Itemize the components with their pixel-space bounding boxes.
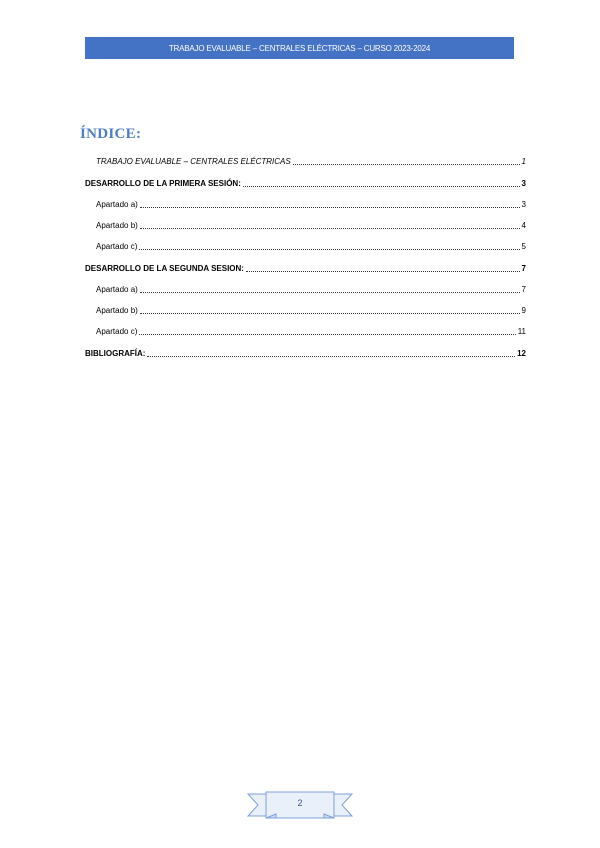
- toc-entry-segunda-sesion[interactable]: DESARROLLO DE LA SEGUNDA SESION: 7: [85, 264, 526, 273]
- toc-entry-bibliografia[interactable]: BIBLIOGRAFÍA: 12: [85, 349, 526, 358]
- dot-leader: [140, 284, 520, 293]
- toc-entry-segunda-apartado-b[interactable]: Apartado b) 9: [96, 306, 526, 315]
- page-header-banner: [85, 37, 514, 59]
- toc-heading: ÍNDICE:: [80, 126, 142, 142]
- dot-leader: [246, 263, 520, 272]
- toc-entry-segunda-apartado-a[interactable]: Apartado a) 7: [96, 285, 526, 294]
- toc-entry-segunda-apartado-c[interactable]: Apartado c) 11: [96, 327, 526, 336]
- dot-leader: [293, 156, 520, 165]
- dot-leader: [139, 241, 519, 250]
- header-title: TRABAJO EVALUABLE – CENTRALES ELÉCTRICAS – CURSO 2023-2024: [168, 43, 431, 53]
- dot-leader: [139, 326, 515, 335]
- toc-entry-primera-sesion[interactable]: DESARROLLO DE LA PRIMERA SESIÓN: 3: [85, 179, 526, 188]
- dot-leader: [140, 305, 520, 314]
- toc-entry-primera-apartado-a[interactable]: Apartado a) 3: [96, 200, 526, 209]
- dot-leader: [147, 348, 515, 357]
- toc-entry-title[interactable]: TRABAJO EVALUABLE – CENTRALES ELÉCTRICAS 1: [96, 157, 526, 166]
- dot-leader: [140, 199, 520, 208]
- page-number: 2: [297, 798, 303, 808]
- toc-entry-primera-apartado-b[interactable]: Apartado b) 4: [96, 221, 526, 230]
- dot-leader: [243, 178, 520, 187]
- dot-leader: [140, 220, 520, 229]
- footer-ribbon: [246, 788, 354, 824]
- toc-entry-primera-apartado-c[interactable]: Apartado c) 5: [96, 242, 526, 251]
